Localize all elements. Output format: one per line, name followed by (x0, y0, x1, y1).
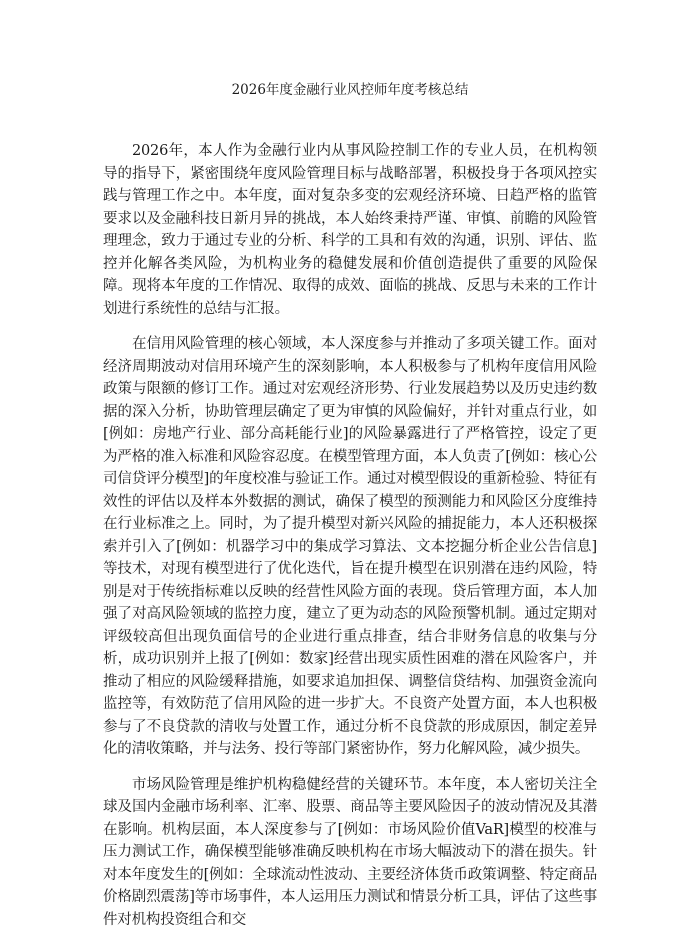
document-title: 2026年度金融行业风控师年度考核总结 (231, 82, 469, 98)
body-paragraph: 市场风险管理是维护机构稳健经营的关键环节。本年度，本人密切关注全球及国内金融市场利率、汇率、股票、商品等主要风险因子的波动情况及其潜在影响。机构层面，本人深度参与了[例如：市场风险价值VaR]模型的校准与压力测试工作，确保模型能够准确反映机构在市场大幅波动下的潜在损失。针对本年度发生的[例如：全球流动性波动、主要经济体货币政策调整、特定商品价格剧烈震荡]等市场事件，本人运用压力测试和情景分析工具，评估了这些事件对机构投资组合和交 (103, 776, 597, 928)
body-paragraph: 在信用风险管理的核心领域，本人深度参与并推动了多项关键工作。面对经济周期波动对信用环境产生的深刻影响，本人积极参与了机构年度信用风险政策与限额的修订工作。通过对宏观经济形势、行业发展趋势以及历史违约数据的深入分析，协助管理层确定了更为审慎的风险偏好，并针对重点行业，如[例如：房地产行业、部分高耗能行业]的风险暴露进行了严格管控，设定了更为严格的准入标准和风险容忍度。在模型管理方面，本人负责了[例如：核心公司信贷评分模型]的年度校准与验证工作。通过对模型假设的重新检验、特征有效性的评估以及样本外数据的测试，确保了模型的预测能力和风险区分度维持在行业标准之上。同时，为了提升模型对新兴风险的捕捉能力，本人还积极探索并引入了[例如：机器学习中的集成学习算法、文本挖掘分析企业公告信息]等技术，对现有模型进行了优化迭代，旨在提升模型在识别潜在违约风险，特别是对于传统指标难以反映的经营性风险方面的表现。贷后管理方面，本人加强了对高风险领域的监控力度，建立了更为动态的风险预警机制。通过定期对评级较高但出现负面信号的企业进行重点排查，结合非财务信息的收集与分析，成功识别并上报了[例如：数家]经营出现实质性困难的潜在风险客户，并推动了相应的风险缓释措施，如要求追加担保、调整信贷结构、加强资金流向监控等，有效防范了信用风险的进一步扩大。不良资产处置方面，本人也积极参与了不良贷款的清收与处置工作，通过分析不良贷款的形成原因，制定差异化的清收策略，并与法务、投行等部门紧密协作，努力化解风险，减少损失。 (103, 336, 597, 757)
document-body (103, 140, 597, 944)
body-paragraph: 2026年，本人作为金融行业内从事风险控制工作的专业人员，在机构领导的指导下，紧密围绕年度风险管理目标与战略部署，积极投身于各项风控实践与管理工作之中。本年度，面对复杂多变的宏观经济环境、日趋严格的监管要求以及金融科技日新月异的挑战，本人始终秉持严谨、审慎、前瞻的风险管理理念，致力于通过专业的分析、科学的工具和有效的沟通，识别、评估、监控并化解各类风险，为机构业务的稳健发展和价值创造提供了重要的风险保障。现将本年度的工作情况、取得的成效、面临的挑战、反思与未来的工作计划进行系统性的总结与汇报。 (103, 143, 597, 317)
